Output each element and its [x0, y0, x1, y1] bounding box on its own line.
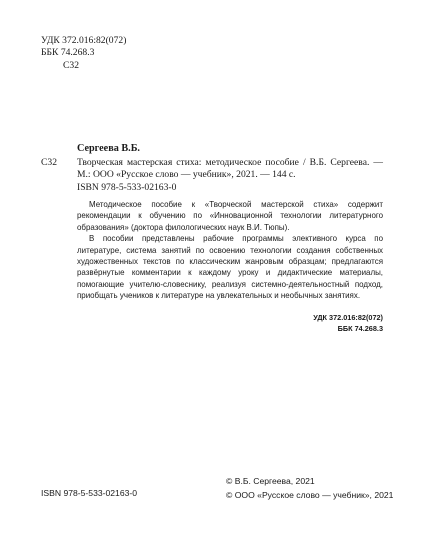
footer-isbn: ISBN 978-5-533-02163-0 — [41, 488, 138, 498]
author-sign: С32 — [63, 59, 79, 71]
bottom-bbk-code: ББК 74.268.3 — [337, 324, 383, 333]
isbn-line: ISBN 978-5-533-02163-0 — [77, 182, 177, 193]
copyright-block — [226, 474, 393, 502]
bottom-classification-codes — [313, 312, 383, 334]
annotation-paragraph-1: Методическое пособие к «Творческой мастерской стиха» содержит рекомендации к обучению по «Инновационной технологии литературного образования» (доктора филологических наук В.И. Тюпы). — [77, 200, 383, 232]
copyright-publisher: © ООО «Русское слово — учебник», 2021 — [226, 490, 394, 500]
annotation-paragraph-2: В пособии представлены рабочие программы элективного курса по литературе, система занятий по освоению технологии создания собственных художественных текстов по классическим жанровым образцам; предлагаются развёрнутые комментарии к каждому уроку и дидактические материалы, помогающие учителю-словеснику, реализуя системно-деятельностный подход, приобщать учеников к литературе на увлекательных и необычных занятиях. — [77, 234, 383, 301]
bbk-code: ББК 74.268.3 — [41, 47, 95, 59]
author-name: Сергеева В.Б. — [77, 143, 140, 154]
author-sign-margin: С32 — [41, 157, 57, 168]
annotation — [77, 199, 383, 302]
classification-codes — [41, 35, 126, 72]
bottom-udk-code: УДК 372.016:82(072) — [313, 313, 383, 322]
udk-code: УДК 372.016:82(072) — [41, 35, 127, 46]
bibliographic-description: Творческая мастерская стиха: методическое пособие / В.Б. Сергеева. — М.: ООО «Русское слово — учебник», 2021. — 144 с. — [77, 157, 383, 181]
copyright-author: © В.Б. Сергеева, 2021 — [226, 476, 315, 486]
